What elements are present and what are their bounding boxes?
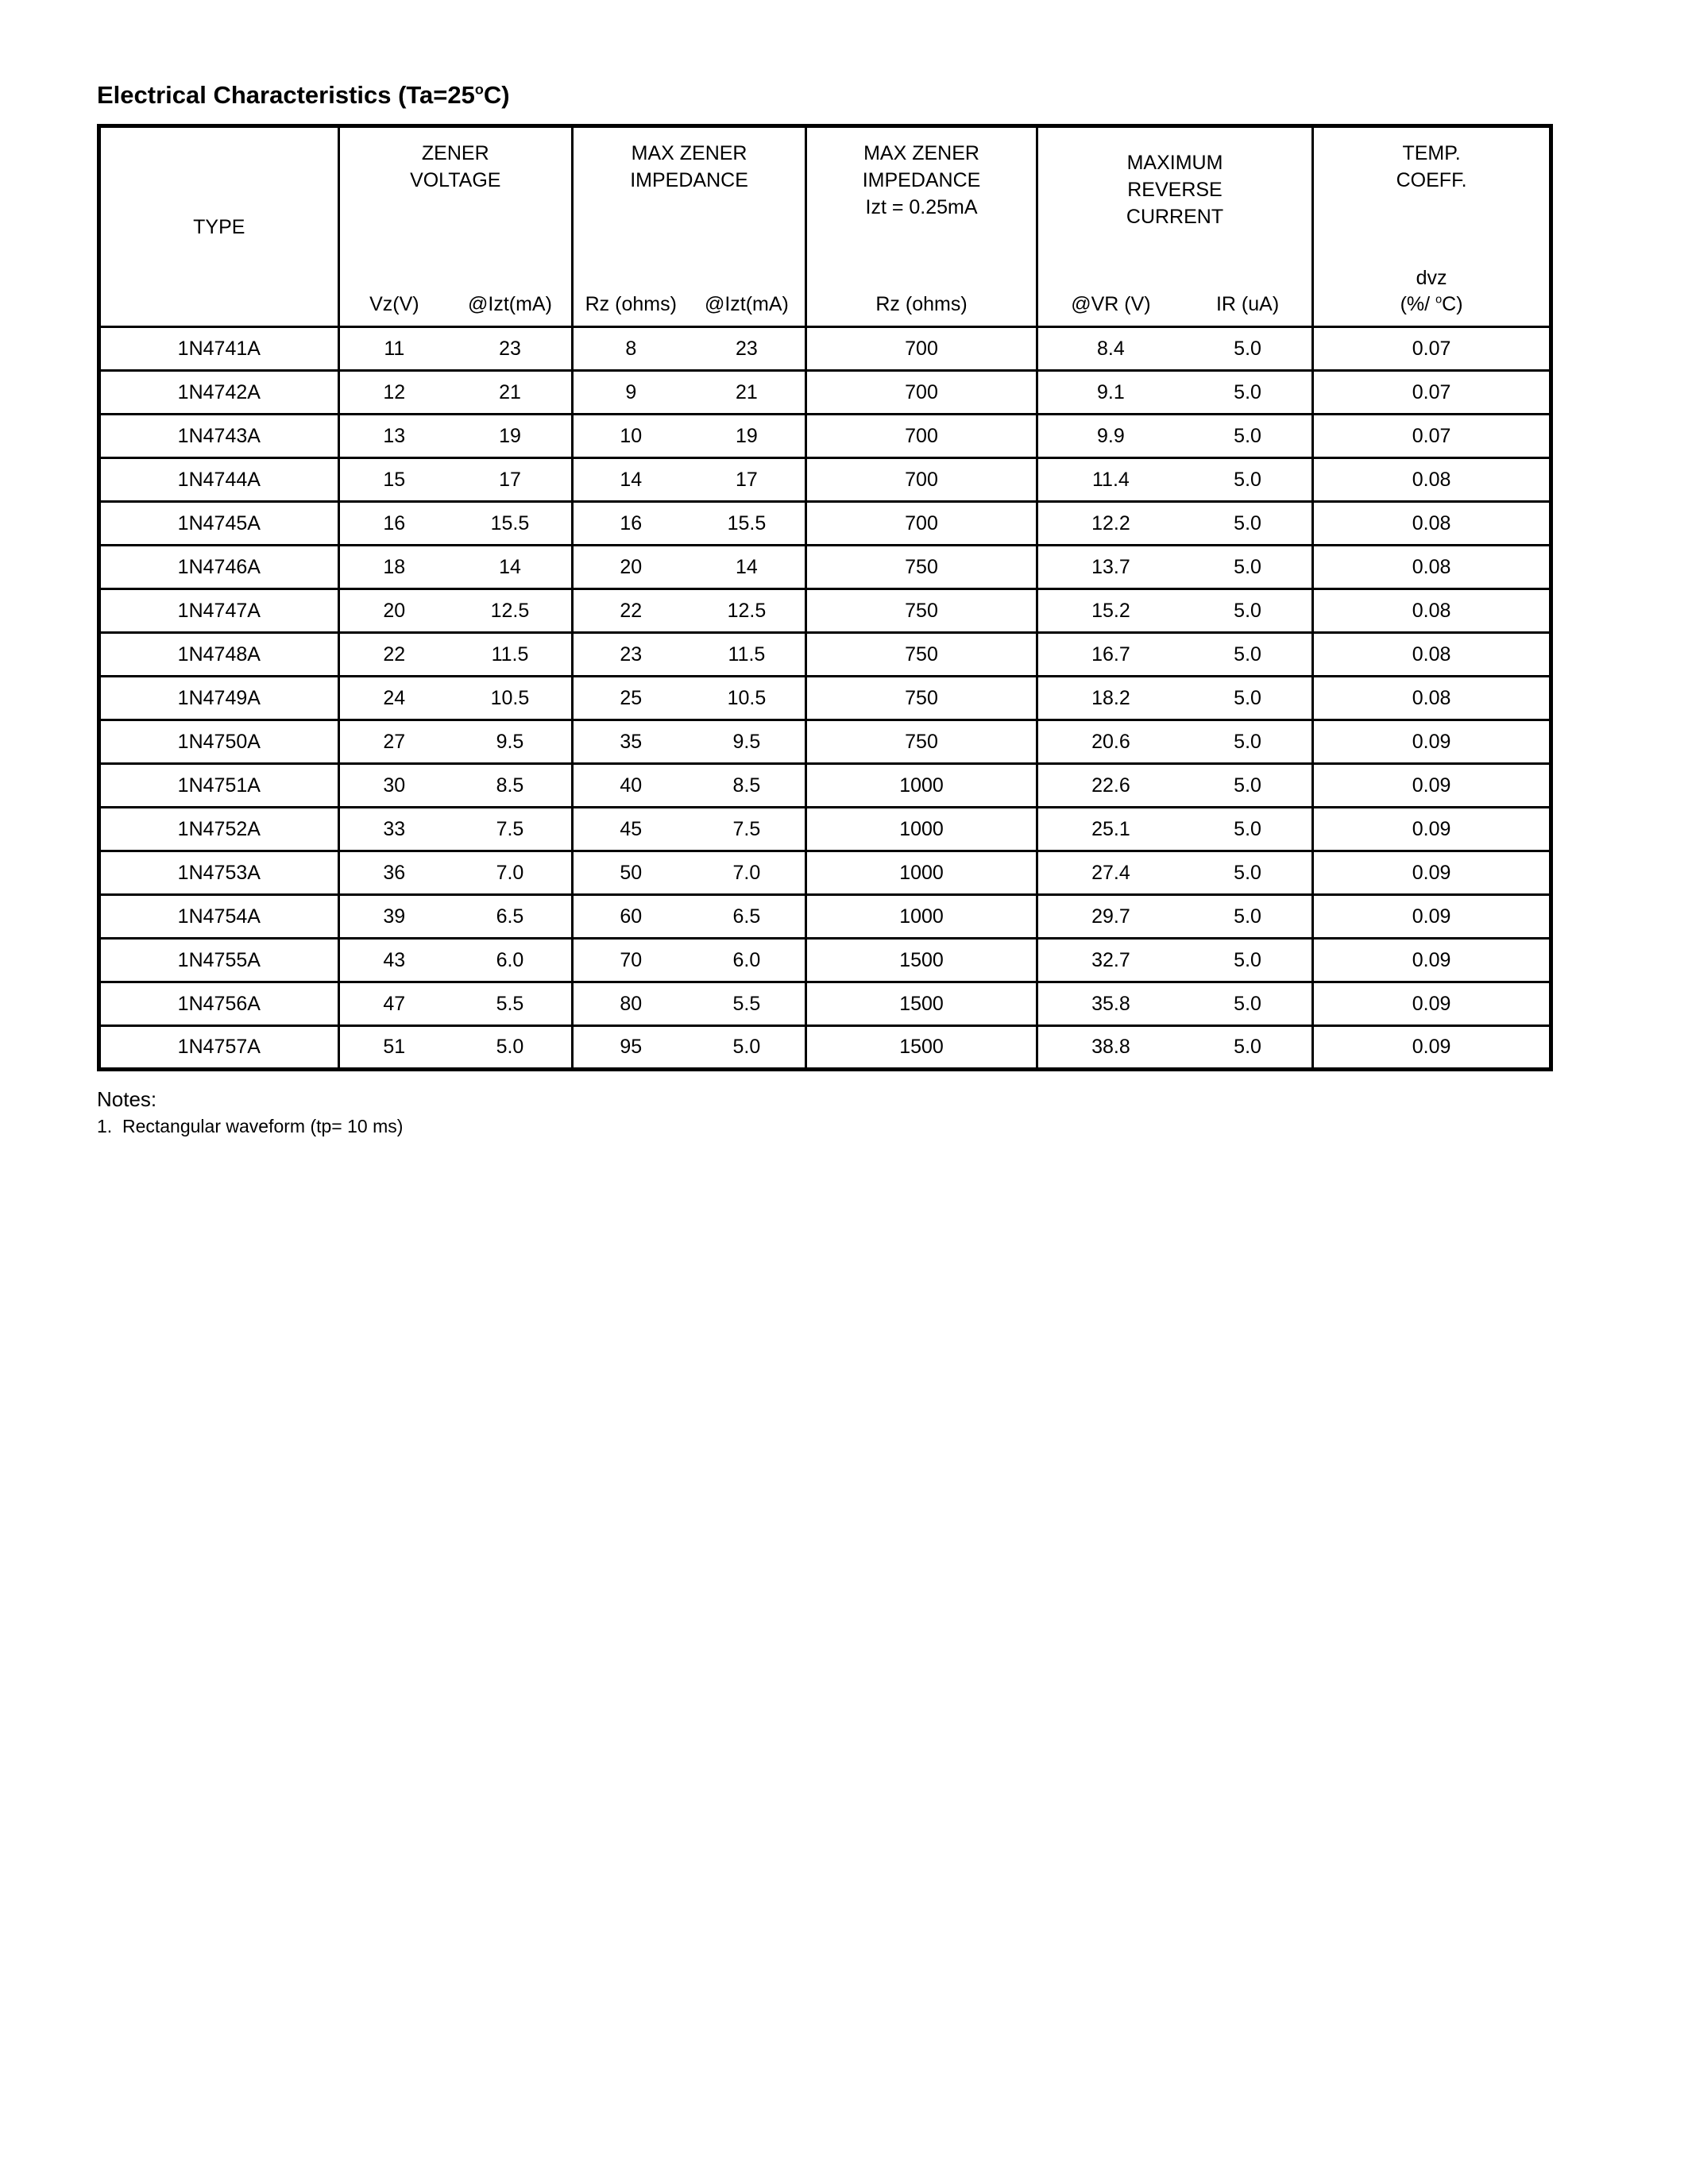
cell-rz-ohms: 80 (572, 982, 688, 1026)
cell-rz-ohms: 9 (572, 371, 688, 415)
cell-izt: 6.5 (449, 895, 572, 939)
cell-izt-2: 14 (689, 546, 806, 589)
table-row (99, 1026, 1551, 1070)
cell-izt: 6.0 (449, 939, 572, 982)
cell-dvz: 0.09 (1313, 1026, 1551, 1070)
cell-rz-ohms-izt025: 750 (806, 677, 1037, 720)
cell-rz-ohms-izt025: 700 (806, 415, 1037, 458)
header-line: VOLTAGE (410, 169, 501, 191)
cell-vz: 51 (338, 1026, 449, 1070)
cell-izt-2: 7.0 (689, 851, 806, 895)
cell-type: 1N4749A (99, 677, 339, 720)
cell-vr: 27.4 (1037, 851, 1184, 895)
cell-izt: 5.0 (449, 1026, 572, 1070)
cell-ir: 5.0 (1184, 371, 1313, 415)
cell-dvz: 0.08 (1313, 502, 1551, 546)
cell-izt-2: 21 (689, 371, 806, 415)
cell-dvz: 0.08 (1313, 589, 1551, 633)
col-header-rz-ohms: Rz (ohms) (572, 261, 688, 327)
cell-ir: 5.0 (1184, 895, 1313, 939)
cell-izt-2: 5.5 (689, 982, 806, 1026)
header-group-row (99, 126, 1551, 261)
degree-superscript: o (474, 81, 484, 98)
cell-rz-ohms: 95 (572, 1026, 688, 1070)
cell-ir: 5.0 (1184, 808, 1313, 851)
cell-vz: 43 (338, 939, 449, 982)
table-row (99, 633, 1551, 677)
cell-izt-2: 7.5 (689, 808, 806, 851)
cell-rz-ohms: 22 (572, 589, 688, 633)
header-line: dvz (1416, 267, 1447, 289)
table-row (99, 851, 1551, 895)
electrical-characteristics-table (97, 124, 1553, 1071)
cell-rz-ohms: 60 (572, 895, 688, 939)
cell-ir: 5.0 (1184, 458, 1313, 502)
cell-izt: 17 (449, 458, 572, 502)
table-row (99, 982, 1551, 1026)
cell-vr: 16.7 (1037, 633, 1184, 677)
cell-vr: 22.6 (1037, 764, 1184, 808)
table-row (99, 939, 1551, 982)
cell-rz-ohms: 25 (572, 677, 688, 720)
table-row (99, 764, 1551, 808)
cell-ir: 5.0 (1184, 502, 1313, 546)
cell-type: 1N4743A (99, 415, 339, 458)
cell-type: 1N4747A (99, 589, 339, 633)
cell-vz: 13 (338, 415, 449, 458)
cell-vz: 12 (338, 371, 449, 415)
dvz-unit-pre: (%/ (1400, 293, 1436, 315)
table-row (99, 677, 1551, 720)
cell-vr: 8.4 (1037, 327, 1184, 371)
cell-izt: 7.0 (449, 851, 572, 895)
cell-dvz: 0.09 (1313, 982, 1551, 1026)
header-line (1314, 291, 1549, 318)
cell-rz-ohms: 16 (572, 502, 688, 546)
table-row (99, 371, 1551, 415)
cell-izt-2: 17 (689, 458, 806, 502)
header-line: REVERSE (1127, 179, 1223, 201)
cell-type: 1N4746A (99, 546, 339, 589)
cell-ir: 5.0 (1184, 677, 1313, 720)
cell-ir: 5.0 (1184, 720, 1313, 764)
cell-vr: 18.2 (1037, 677, 1184, 720)
col-header-max-zener-impedance-izt025 (806, 126, 1037, 261)
cell-vr: 29.7 (1037, 895, 1184, 939)
cell-vz: 36 (338, 851, 449, 895)
cell-izt: 9.5 (449, 720, 572, 764)
cell-vz: 20 (338, 589, 449, 633)
cell-dvz: 0.08 (1313, 458, 1551, 502)
cell-dvz: 0.07 (1313, 327, 1551, 371)
cell-vr: 9.9 (1037, 415, 1184, 458)
cell-dvz: 0.08 (1313, 633, 1551, 677)
cell-dvz: 0.08 (1313, 546, 1551, 589)
cell-vz: 15 (338, 458, 449, 502)
col-header-rz-ohms-izt025: Rz (ohms) (806, 261, 1037, 327)
cell-type: 1N4741A (99, 327, 339, 371)
cell-izt-2: 9.5 (689, 720, 806, 764)
cell-vz: 30 (338, 764, 449, 808)
cell-dvz: 0.09 (1313, 764, 1551, 808)
cell-type: 1N4754A (99, 895, 339, 939)
cell-type: 1N4755A (99, 939, 339, 982)
cell-vz: 27 (338, 720, 449, 764)
col-header-max-zener-impedance (572, 126, 805, 261)
cell-vr: 12.2 (1037, 502, 1184, 546)
cell-rz-ohms-izt025: 700 (806, 371, 1037, 415)
cell-type: 1N4742A (99, 371, 339, 415)
notes-section (97, 1085, 1553, 1139)
cell-ir: 5.0 (1184, 327, 1313, 371)
cell-vr: 38.8 (1037, 1026, 1184, 1070)
cell-vr: 20.6 (1037, 720, 1184, 764)
table-row (99, 458, 1551, 502)
dvz-unit-post: C) (1442, 293, 1463, 315)
col-header-izt-2: @Izt(mA) (704, 293, 789, 315)
cell-rz-ohms: 40 (572, 764, 688, 808)
cell-vz: 47 (338, 982, 449, 1026)
cell-rz-ohms-izt025: 750 (806, 546, 1037, 589)
cell-dvz: 0.09 (1313, 895, 1551, 939)
cell-rz-ohms-izt025: 1000 (806, 764, 1037, 808)
cell-rz-ohms: 20 (572, 546, 688, 589)
cell-rz-ohms: 8 (572, 327, 688, 371)
table-row (99, 895, 1551, 939)
cell-izt: 21 (449, 371, 572, 415)
cell-ir: 5.0 (1184, 546, 1313, 589)
page-title (97, 81, 1553, 110)
cell-type: 1N4752A (99, 808, 339, 851)
cell-vr: 32.7 (1037, 939, 1184, 982)
header-line: IMPEDANCE (862, 169, 981, 191)
table-header (99, 126, 1551, 327)
page-title-text: Electrical Characteristics (Ta=25 (97, 81, 475, 109)
cell-izt-2: 12.5 (689, 589, 806, 633)
notes-heading: Notes: (97, 1087, 157, 1111)
cell-izt-2: 23 (689, 327, 806, 371)
cell-izt: 12.5 (449, 589, 572, 633)
table-row (99, 720, 1551, 764)
header-line: MAX ZENER (863, 142, 979, 164)
cell-rz-ohms-izt025: 750 (806, 720, 1037, 764)
cell-izt-2: 8.5 (689, 764, 806, 808)
degree-superscript: o (1435, 293, 1443, 307)
cell-type: 1N4744A (99, 458, 339, 502)
col-header-vr: @VR (V) (1037, 261, 1184, 327)
cell-ir: 5.0 (1184, 939, 1313, 982)
cell-izt: 7.5 (449, 808, 572, 851)
cell-vr: 9.1 (1037, 371, 1184, 415)
col-header-maximum-reverse-current (1037, 126, 1312, 261)
cell-vz: 39 (338, 895, 449, 939)
cell-rz-ohms-izt025: 1500 (806, 939, 1037, 982)
cell-rz-ohms-izt025: 750 (806, 589, 1037, 633)
cell-ir: 5.0 (1184, 851, 1313, 895)
table-row (99, 546, 1551, 589)
col-header-dvz (1313, 261, 1551, 327)
cell-type: 1N4751A (99, 764, 339, 808)
cell-vz: 16 (338, 502, 449, 546)
cell-rz-ohms-izt025: 1000 (806, 851, 1037, 895)
cell-rz-ohms: 10 (572, 415, 688, 458)
cell-ir: 5.0 (1184, 1026, 1313, 1070)
table-row (99, 589, 1551, 633)
cell-rz-ohms-izt025: 1500 (806, 1026, 1037, 1070)
header-line: COEFF. (1396, 169, 1467, 191)
header-line: MAXIMUM (1126, 152, 1223, 174)
cell-type: 1N4748A (99, 633, 339, 677)
cell-dvz: 0.07 (1313, 371, 1551, 415)
table-row (99, 502, 1551, 546)
cell-ir: 5.0 (1184, 633, 1313, 677)
cell-izt: 10.5 (449, 677, 572, 720)
cell-rz-ohms: 35 (572, 720, 688, 764)
cell-type: 1N4750A (99, 720, 339, 764)
cell-vz: 22 (338, 633, 449, 677)
cell-vz: 11 (338, 327, 449, 371)
cell-type: 1N4757A (99, 1026, 339, 1070)
cell-izt-2: 10.5 (689, 677, 806, 720)
cell-rz-ohms: 70 (572, 939, 688, 982)
cell-izt-2: 11.5 (689, 633, 806, 677)
cell-vr: 25.1 (1037, 808, 1184, 851)
table-body (99, 327, 1551, 1070)
cell-izt: 14 (449, 546, 572, 589)
cell-vr: 35.8 (1037, 982, 1184, 1026)
page-title-end: C) (483, 81, 510, 109)
cell-izt: 5.5 (449, 982, 572, 1026)
cell-izt: 23 (449, 327, 572, 371)
cell-izt-2: 6.0 (689, 939, 806, 982)
col-header-vz: Vz(V) (338, 261, 449, 327)
header-line: MAX ZENER (631, 142, 747, 164)
cell-izt-2: 15.5 (689, 502, 806, 546)
cell-dvz: 0.09 (1313, 939, 1551, 982)
cell-izt: 8.5 (449, 764, 572, 808)
cell-ir: 5.0 (1184, 982, 1313, 1026)
header-line: ZENER (421, 142, 489, 164)
cell-izt: 15.5 (449, 502, 572, 546)
header-line: CURRENT (1126, 206, 1224, 228)
cell-rz-ohms-izt025: 1500 (806, 982, 1037, 1026)
cell-rz-ohms-izt025: 1000 (806, 808, 1037, 851)
cell-izt: 19 (449, 415, 572, 458)
cell-dvz: 0.09 (1313, 808, 1551, 851)
cell-rz-ohms-izt025: 700 (806, 327, 1037, 371)
header-line: IMPEDANCE (630, 169, 748, 191)
cell-ir: 5.0 (1184, 415, 1313, 458)
cell-vz: 18 (338, 546, 449, 589)
cell-vz: 33 (338, 808, 449, 851)
cell-izt-2: 5.0 (689, 1026, 806, 1070)
cell-vr: 13.7 (1037, 546, 1184, 589)
cell-vr: 11.4 (1037, 458, 1184, 502)
cell-vz: 24 (338, 677, 449, 720)
header-line: TEMP. (1402, 142, 1461, 164)
header-line: Izt = 0.25mA (865, 196, 978, 218)
cell-rz-ohms-izt025: 700 (806, 458, 1037, 502)
cell-dvz: 0.09 (1313, 851, 1551, 895)
col-header-temp-coeff (1313, 126, 1551, 261)
cell-izt-2: 6.5 (689, 895, 806, 939)
cell-rz-ohms: 14 (572, 458, 688, 502)
note-item: 1. Rectangular waveform (tp= 10 ms) (97, 1116, 404, 1136)
cell-rz-ohms-izt025: 1000 (806, 895, 1037, 939)
col-header-izt: @Izt(mA) (468, 293, 552, 315)
cell-dvz: 0.07 (1313, 415, 1551, 458)
col-header-zener-voltage (338, 126, 572, 261)
cell-ir: 5.0 (1184, 589, 1313, 633)
cell-izt: 11.5 (449, 633, 572, 677)
cell-type: 1N4745A (99, 502, 339, 546)
cell-rz-ohms: 23 (572, 633, 688, 677)
col-header-type: TYPE (193, 215, 245, 238)
cell-rz-ohms: 50 (572, 851, 688, 895)
cell-type: 1N4756A (99, 982, 339, 1026)
cell-izt-2: 19 (689, 415, 806, 458)
cell-dvz: 0.08 (1313, 677, 1551, 720)
table-row (99, 415, 1551, 458)
cell-ir: 5.0 (1184, 764, 1313, 808)
cell-dvz: 0.09 (1313, 720, 1551, 764)
cell-type: 1N4753A (99, 851, 339, 895)
table-row (99, 327, 1551, 371)
cell-vr: 15.2 (1037, 589, 1184, 633)
col-header-ir: IR (uA) (1215, 293, 1280, 315)
cell-rz-ohms-izt025: 700 (806, 502, 1037, 546)
cell-rz-ohms: 45 (572, 808, 688, 851)
table-row (99, 808, 1551, 851)
cell-rz-ohms-izt025: 750 (806, 633, 1037, 677)
